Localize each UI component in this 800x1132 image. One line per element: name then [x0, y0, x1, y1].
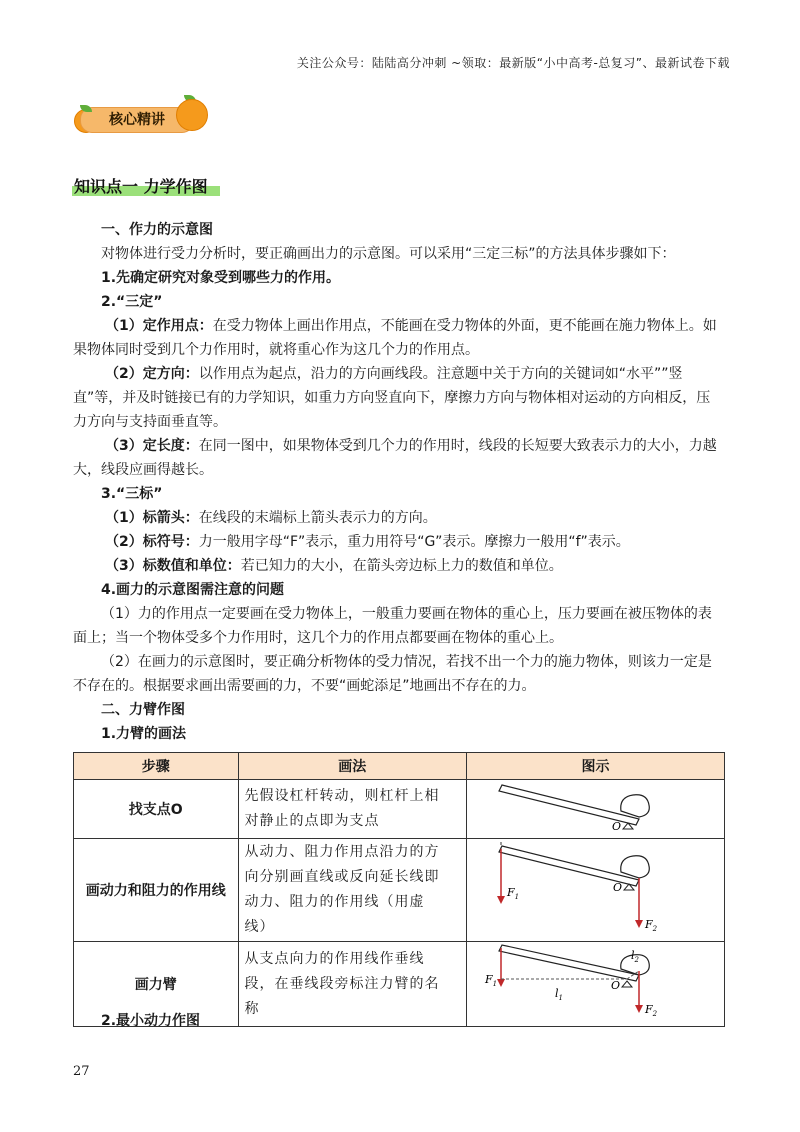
- pivot-label: O: [612, 881, 622, 894]
- note-2-cont: 不存在的。根据要求画出需要画的力，不要“画蛇添足”地画出不存在的力。: [73, 678, 536, 694]
- point-1-cont: 果物体同时受到几个力作用时，就将重心作为这几个力的作用点。: [73, 342, 479, 358]
- step-1: 1.先确定研究对象受到哪些力的作用。: [101, 270, 341, 286]
- force-label: $F_2$: [644, 918, 657, 933]
- step-cell: 找支点O: [74, 780, 239, 839]
- mark-1: （1）标箭头：在线段的末端标上箭头表示力的方向。: [105, 510, 437, 526]
- arm-label: $l_1$: [554, 987, 563, 1002]
- note-1: （1）力的作用点一定要画在受力物体上，一般重力要画在物体的重心上，压力要画在被压物体的表: [101, 606, 712, 622]
- pivot-label: O: [611, 820, 621, 833]
- lever-arm-table: [73, 752, 725, 1027]
- method-cell: 从支点向力的作用线作垂线 段，在垂线段旁标注力臂的名 称: [238, 942, 467, 1027]
- point-3-cont: 大，线段应画得越长。: [73, 462, 213, 478]
- sub-heading: 1.力臂的画法: [101, 726, 187, 742]
- table-row: [74, 839, 725, 942]
- core-banner: [74, 95, 214, 141]
- lever-bar: [499, 945, 639, 981]
- arrow-head: [635, 1005, 643, 1013]
- object-shape: [620, 795, 649, 817]
- heading-2: 二、力臂作图: [101, 702, 185, 718]
- point-2-cont: 直”等，并及时链接已有的力学知识，如重力方向竖直向下，摩擦力方向与物体相对运动的方向相反，压: [73, 390, 711, 406]
- table-header-row: [74, 753, 725, 780]
- heading-1: 一、作力的示意图: [101, 222, 213, 238]
- table-header: 画法: [238, 753, 467, 780]
- step-cell: 画动力和阻力的作用线: [74, 839, 239, 942]
- figure-cell: [467, 839, 725, 942]
- pivot-label: O: [610, 979, 620, 992]
- object-shape: [620, 856, 649, 878]
- point-1: （1）定作用点：在受力物体上画出作用点，不能画在受力物体的外面，更不能画在施力物体上。如: [105, 318, 717, 334]
- orange-icon: [176, 99, 208, 131]
- page-header: 关注公众号：陆陆高分冲刺 ~领取：最新版“小中高考-总复习”、最新试卷下载: [296, 56, 730, 70]
- lever-figure-3: [471, 943, 721, 1021]
- method-cell: 从动力、阻力作用点沿力的方 向分别画直线或反向延长线即 动力、阻力的作用线（用虚 线）: [238, 839, 467, 942]
- force-label: $F_2$: [644, 1003, 657, 1018]
- step-4: 4.画力的示意图需注意的问题: [101, 582, 285, 598]
- mark-2: （2）标符号：力一般用字母“F”表示，重力用符号“G”表示。摩擦力一般用“f”表示。: [105, 534, 630, 550]
- point-2: （2）定方向：以作用点为起点，沿力的方向画线段。注意题中关于方向的关键词如“水平””竖: [105, 366, 683, 382]
- lever-bar: [499, 785, 639, 825]
- note-1-cont: 面上；当一个物体受多个力作用时，这几个力的作用点都要画在物体的重心上。: [73, 630, 563, 646]
- lever-figure-2: [471, 840, 721, 936]
- lever-figure-1: [471, 781, 721, 833]
- point-2-cont: 力方向与支持面垂直等。: [73, 414, 227, 430]
- main-content: [73, 218, 728, 746]
- force-label: $F_1$: [506, 886, 519, 901]
- figure-cell: [467, 942, 725, 1027]
- step-cell: 画力臂: [74, 942, 239, 1027]
- step-2: 2.“三定”: [101, 294, 163, 310]
- banner-label: 核心精讲: [80, 107, 194, 133]
- arm-label: $l_2$: [630, 949, 639, 964]
- step-3: 3.“三标”: [101, 486, 163, 502]
- method-cell: 先假设杠杆转动，则杠杆上相 对静止的点即为支点: [238, 780, 467, 839]
- sub-heading: 2.最小动力作图: [101, 1013, 201, 1029]
- figure-cell: [467, 780, 725, 839]
- mark-3: （3）标数值和单位：若已知力的大小，在箭头旁边标上力的数值和单位。: [105, 558, 563, 574]
- force-label: $F_1$: [484, 973, 497, 988]
- section-title: 知识点一 力学作图: [72, 174, 220, 196]
- page-number: 27: [73, 1064, 90, 1079]
- pivot-triangle: [622, 981, 632, 987]
- table-header: 步骤: [74, 753, 239, 780]
- intro-text: 对物体进行受力分析时，要正确画出力的示意图。可以采用“三定三标”的方法具体步骤如下：: [101, 246, 676, 262]
- lever-bar: [499, 846, 639, 886]
- arrow-head: [497, 896, 505, 904]
- table-header: 图示: [467, 753, 725, 780]
- note-2: （2）在画力的示意图时，要正确分析物体的受力情况，若找不出一个力的施力物体，则该力一定是: [101, 654, 712, 670]
- table-row: [74, 780, 725, 839]
- arrow-head: [497, 979, 505, 987]
- arrow-head: [635, 920, 643, 928]
- point-3: （3）定长度：在同一图中，如果物体受到几个力的作用时，线段的长短要大致表示力的大小，力越: [105, 438, 717, 454]
